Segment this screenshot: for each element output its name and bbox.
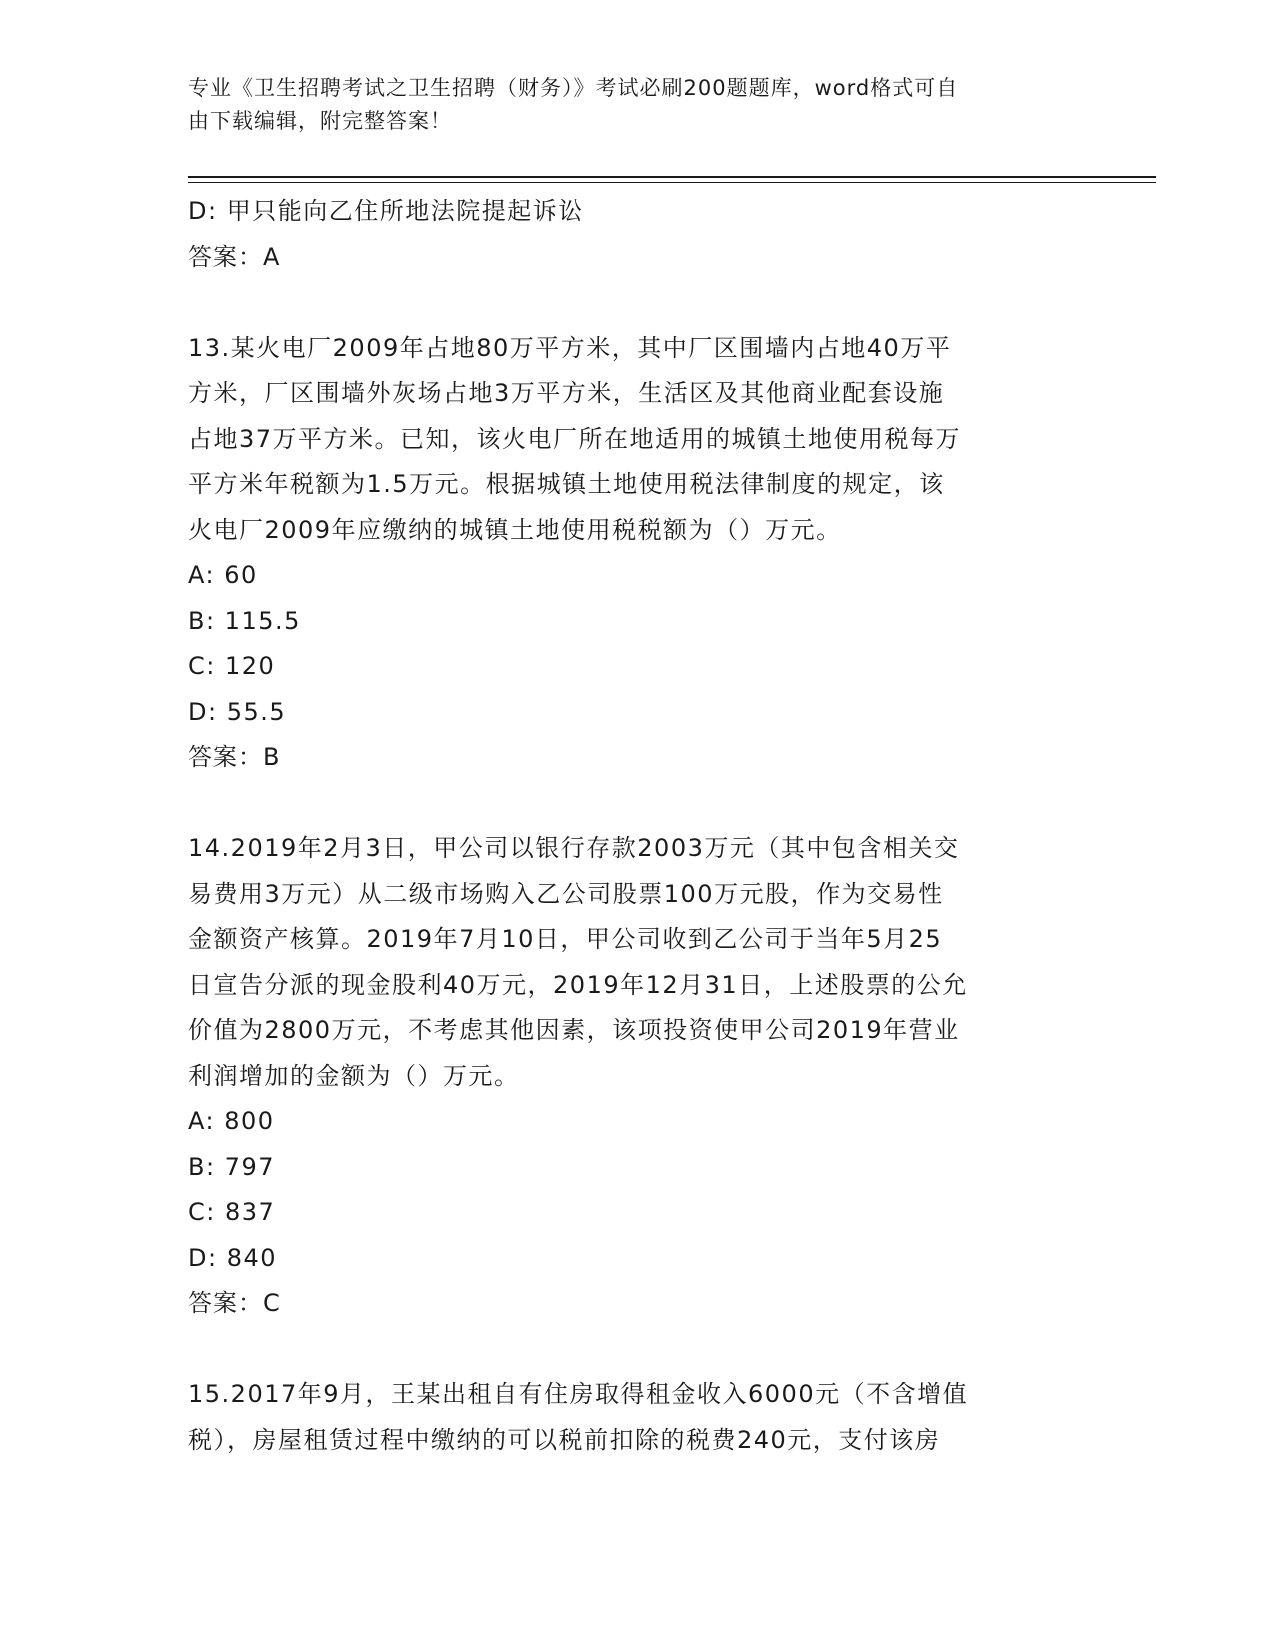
- question-line: 火电厂2009年应缴纳的城镇土地使用税税额为（）万元。: [188, 515, 842, 544]
- header-line-2: 由下载编辑，附完整答案！: [188, 109, 452, 133]
- option-d: D: 840: [188, 1243, 278, 1272]
- question-13: [188, 326, 1088, 781]
- question-line: 利润增加的金额为（）万元。: [188, 1061, 520, 1090]
- option-c: C: 837: [188, 1198, 276, 1226]
- option-b: B: 115.5: [188, 606, 301, 635]
- question-line: 日宣告分派的现金股利40万元，2019年12月31日，上述股票的公允: [188, 970, 968, 999]
- question-line: 14.2019年2月3日，甲公司以银行存款2003万元（其中包含相关交: [188, 834, 960, 862]
- answer: 答案：B: [188, 743, 281, 771]
- question-line: 占地37万平方米。已知，该火电厂所在地适用的城镇土地使用税每万: [188, 424, 962, 453]
- option-c: C: 120: [188, 652, 276, 680]
- spacer: [188, 1327, 1088, 1373]
- question-line: 13.某火电厂2009年占地80万平方米，其中厂区围墙内占地40万平: [188, 333, 952, 362]
- question-content: [188, 189, 1088, 1463]
- prev-answer: 答案：A: [188, 242, 281, 271]
- question-15: [188, 1372, 1088, 1463]
- question-14: [188, 826, 1088, 1327]
- question-line: 方米，厂区围墙外灰场占地3万平方米，生活区及其他商业配套设施: [188, 379, 945, 407]
- document-header: [188, 72, 1068, 138]
- question-line: 易费用3万元）从二级市场购入乙公司股票100万元股，作为交易性: [188, 879, 944, 908]
- spacer: [188, 781, 1088, 827]
- option-b: B: 797: [188, 1152, 275, 1181]
- question-line: 15.2017年9月，王某出租自有住房取得租金收入6000元（不含增值: [188, 1380, 969, 1408]
- option-d: D: 55.5: [188, 697, 287, 726]
- header-line-1: 专业《卫生招聘考试之卫生招聘（财务）》考试必刷200题题库，word格式可自: [188, 76, 959, 100]
- option-a: A: 60: [188, 561, 258, 589]
- spacer: [188, 280, 1088, 326]
- answer: 答案：C: [188, 1289, 281, 1317]
- question-line: 税），房屋租赁过程中缴纳的可以税前扣除的税费240元，支付该房: [188, 1425, 941, 1454]
- prev-option-d: D: 甲只能向乙住所地法院提起诉讼: [188, 197, 584, 225]
- header-rule-thick: [188, 176, 1156, 178]
- question-line: 平方米年税额为1.5万元。根据城镇土地使用税法律制度的规定，该: [188, 470, 945, 498]
- question-line: 价值为2800万元，不考虑其他因素，该项投资使甲公司2019年营业: [188, 1016, 960, 1044]
- option-a: A: 800: [188, 1107, 275, 1135]
- question-line: 金额资产核算。2019年7月10日，甲公司收到乙公司于当年5月25: [188, 925, 943, 953]
- header-rule-thin: [188, 182, 1156, 183]
